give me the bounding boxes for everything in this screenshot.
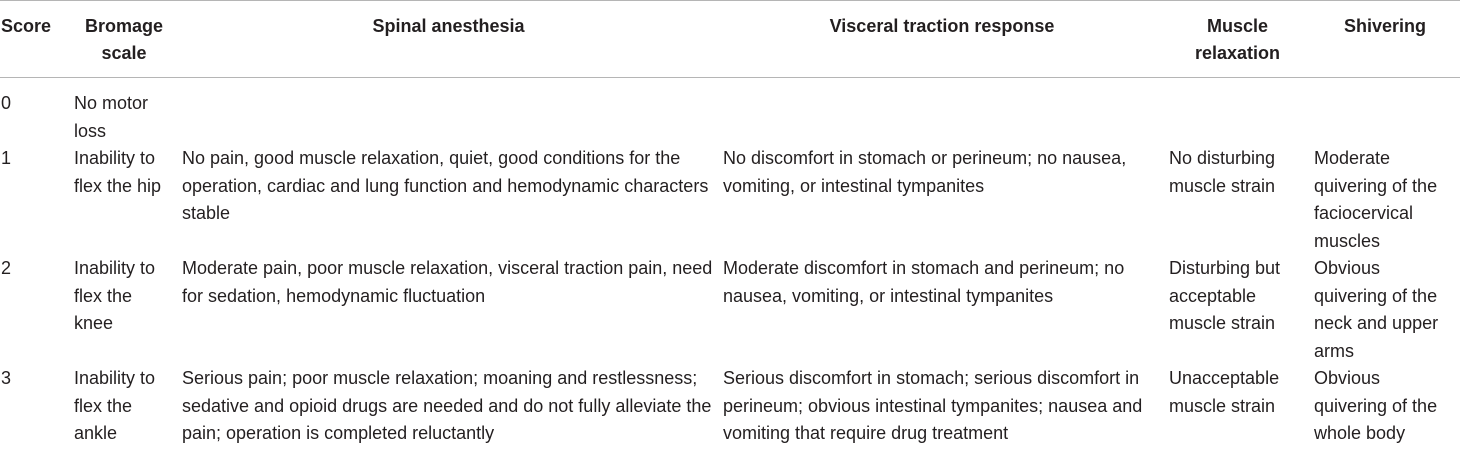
table-row	[0, 255, 1460, 365]
header-visceral-traction-response: Visceral traction response	[719, 1, 1165, 78]
header-row	[0, 1, 1460, 78]
spinal-anesthesia-cell: No pain, good muscle relaxation, quiet, good conditions for the operation, cardiac and lung function and hemodynamic characters stable	[182, 148, 709, 223]
visceral-traction-cell: Moderate discomfort in stomach and perineum; no nausea, vomiting, or intestinal tympanites	[723, 258, 1125, 306]
muscle-relaxation-cell	[1165, 78, 1310, 146]
visceral-traction-cell: No discomfort in stomach or perineum; no nausea, vomiting, or intestinal tympanites	[723, 148, 1127, 196]
header-score: Score	[0, 1, 70, 78]
header-spinal-anesthesia: Spinal anesthesia	[178, 1, 719, 78]
score-cell: 0	[1, 93, 12, 113]
header-shivering: Shivering	[1310, 1, 1460, 78]
table-row	[0, 365, 1460, 448]
muscle-relaxation-cell: No disturbing muscle strain	[1169, 148, 1276, 196]
bromage-cell: No motor loss	[74, 93, 149, 141]
header-bromage-scale: Bromage scale	[70, 1, 178, 78]
table-row	[0, 145, 1460, 255]
shivering-cell: Obvious quivering of the neck and upper arms	[1314, 258, 1439, 361]
header-muscle-relaxation: Muscle relaxation	[1165, 1, 1310, 78]
score-cell: 3	[1, 368, 12, 388]
table-header	[0, 1, 1460, 78]
spinal-anesthesia-cell: Moderate pain, poor muscle relaxation, visceral traction pain, need for sedation, hemodynamic fluctuation	[182, 258, 713, 306]
shivering-cell: Moderate quivering of the faciocervical muscles	[1314, 148, 1438, 251]
bromage-cell: Inability to flex the hip	[74, 148, 162, 196]
score-cell: 2	[1, 258, 12, 278]
spinal-anesthesia-cell	[178, 78, 719, 146]
muscle-relaxation-cell: Unacceptable muscle strain	[1169, 368, 1280, 416]
shivering-cell: Obvious quivering of the whole body	[1314, 368, 1438, 443]
table-row	[0, 78, 1460, 146]
spinal-anesthesia-cell: Serious pain; poor muscle relaxation; moaning and restlessness; sedative and opioid drugs are needed and do not fully alleviate the pain; operation is completed reluctantly	[182, 368, 712, 443]
shivering-cell	[1310, 78, 1460, 146]
visceral-traction-cell: Serious discomfort in stomach; serious discomfort in perineum; obvious intestinal tympanites; nausea and vomiting that require drug treatment	[723, 368, 1143, 443]
visceral-traction-cell	[719, 78, 1165, 146]
table-body	[0, 78, 1460, 448]
muscle-relaxation-cell: Disturbing but acceptable muscle strain	[1169, 258, 1281, 333]
bromage-cell: Inability to flex the ankle	[74, 368, 156, 443]
score-cell: 1	[1, 148, 12, 168]
bromage-cell: Inability to flex the knee	[74, 258, 156, 333]
